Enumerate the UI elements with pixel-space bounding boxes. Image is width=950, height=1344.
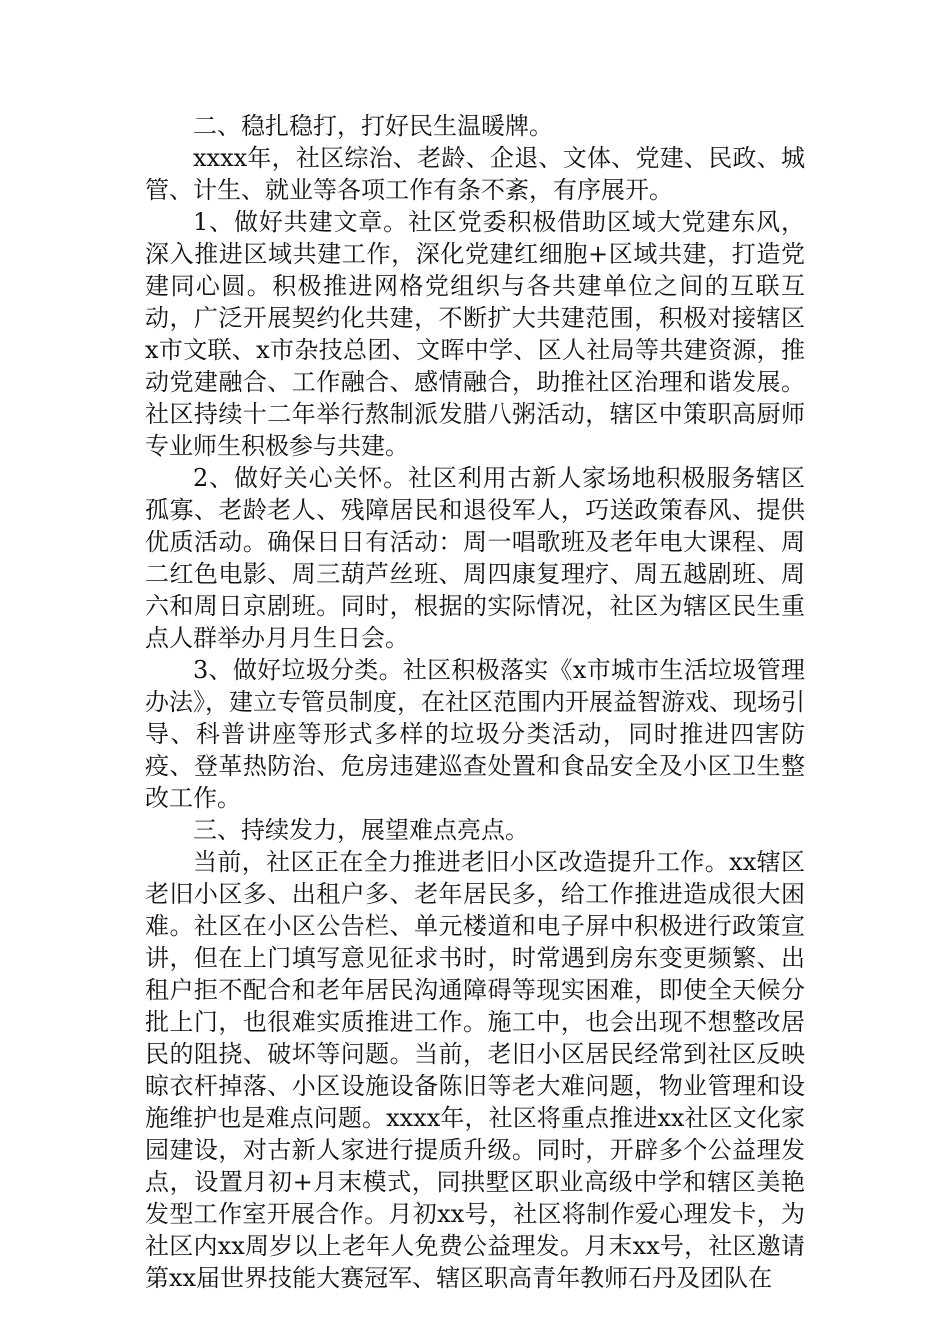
paragraph-outlook: 当前，社区正在全力推进老旧小区改造提升工作。xx辖区老旧小区多、出租户多、老年居民多，给工作推进造成很大困难。社区在小区公告栏、单元楼道和电子屏中积极进行政策宣讲，但在上门填写意见征求书时，时常遇到房东变更频繁、出租户拒不配合和老年居民沟通障碍等现实困难，即使全天候分批上门，也很难实质推进工作。施工中，也会出现不想整改居民的阻挠、破坏等问题。当前，老旧小区居民经常到社区反映晾衣杆掉落、小区设施设备陈旧等老大难问题，物业管理和设施维护也是难点问题。xxxx年，社区将重点推进xx社区文化家园建设，对古新人家进行提质升级。同时，开辟多个公益理发点，设置月初+月末模式，同拱墅区职业高级中学和辖区美艳发型工作室开展合作。月初xx号，社区将制作爱心理发卡，为社区内xx周岁以上老年人免费公益理发。月末xx号，社区邀请第xx届世界技能大赛冠军、辖区职高青年教师石丹及团队在 <box>145 848 805 1292</box>
section-heading-three: 三、持续发力，展望难点亮点。 <box>193 816 529 844</box>
document-body <box>145 110 805 1294</box>
paragraph-item-3: 3、做好垃圾分类。社区积极落实《x市城市生活垃圾管理办法》，建立专管员制度，在社区范围内开展益智游戏、现场引导、科普讲座等形式多样的垃圾分类活动，同时推进四害防疫、登革热防治、危房违建巡查处置和食品安全及小区卫生整改工作。 <box>145 656 805 812</box>
section-heading-two: 二、稳扎稳打，打好民生温暖牌。 <box>193 112 553 140</box>
paragraph-item-2: 2、做好关心关怀。社区利用古新人家场地积极服务辖区孤寡、老龄老人、残障居民和退役军人，巧送政策春风、提供优质活动。确保日日有活动：周一唱歌班及老年电大课程、周二红色电影、周三葫芦丝班、周四康复理疗、周五越剧班、周六和周日京剧班。同时，根据的实际情况，社区为辖区民生重点人群举办月月生日会。 <box>145 464 805 652</box>
paragraph-overview: xxxx年，社区综治、老龄、企退、文体、党建、民政、城管、计生、就业等各项工作有条不紊，有序展开。 <box>145 144 805 204</box>
paragraph-item-1: 1、做好共建文章。社区党委积极借助区域大党建东风，深入推进区域共建工作，深化党建红细胞+区域共建，打造党建同心圆。积极推进网格党组织与各共建单位之间的互联互动，广泛开展契约化共建，不断扩大共建范围，积极对接辖区x市文联、x市杂技总团、文晖中学、区人社局等共建资源，推动党建融合、工作融合、感情融合，助推社区治理和谐发展。社区持续十二年举行熬制派发腊八粥活动，辖区中策职高厨师专业师生积极参与共建。 <box>145 208 805 460</box>
